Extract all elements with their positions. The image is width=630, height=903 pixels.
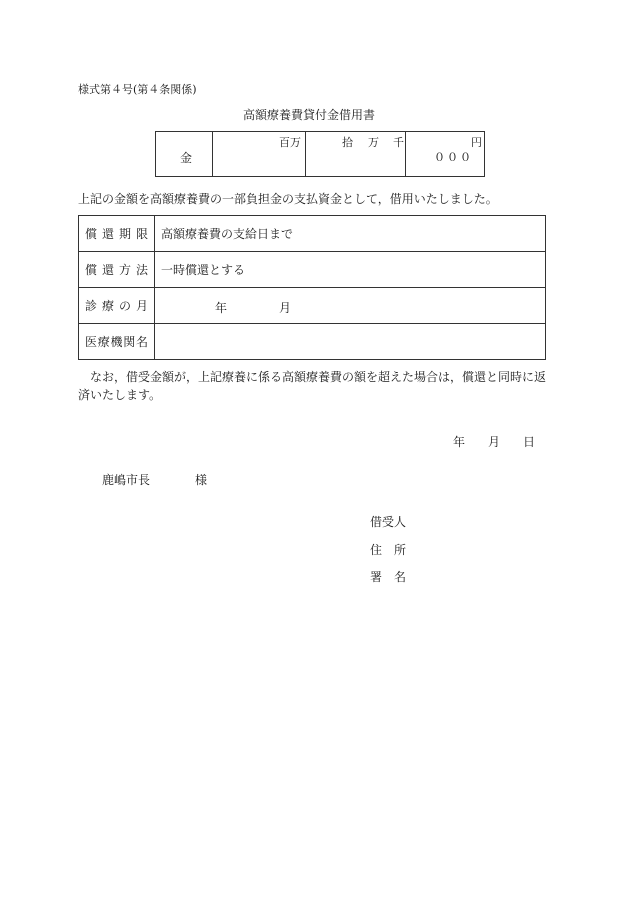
repayment-method-label: 償 還 方 法 <box>85 263 148 277</box>
row-label-cell <box>79 324 155 360</box>
borrower-address-label: 住 所 <box>370 543 407 557</box>
table-row <box>79 252 546 288</box>
date-day: 日 <box>523 435 536 449</box>
unit-yen: 円 <box>471 136 482 149</box>
row-label-cell <box>79 288 155 324</box>
note-line-2: 済いたします。 <box>78 388 162 402</box>
treatment-month-unit: 月 <box>279 301 292 315</box>
medical-institution-value[interactable] <box>155 324 546 360</box>
borrower-title: 借受人 <box>370 515 407 529</box>
borrower-signature-label: 署 名 <box>370 570 407 584</box>
amount-trailing-digits: ０００ <box>434 151 473 164</box>
note-line-1: なお，借受金額が，上記療養に係る高額療養費の額を超えた場合は，償還と同時に返 <box>90 370 547 384</box>
treatment-month-label: 診 療 の 月 <box>85 299 148 313</box>
form-number: 様式第４号(第４条関係) <box>78 83 197 96</box>
treatment-year-label: 年 <box>215 301 228 315</box>
amount-thousand-cell[interactable] <box>306 132 406 176</box>
amount-box <box>155 131 485 177</box>
table-row <box>79 216 546 252</box>
repayment-deadline-value[interactable]: 高額療養費の支給日まで <box>155 216 546 252</box>
date-month: 月 <box>488 435 501 449</box>
medical-institution-label: 医 療 機 関 名 <box>85 335 148 349</box>
honorific: 様 <box>195 473 208 487</box>
repayment-deadline-label: 償 還 期 限 <box>85 227 148 241</box>
row-label-cell <box>79 216 155 252</box>
unit-million: 百万 <box>279 136 301 149</box>
addressee: 鹿嶋市長 <box>102 473 151 487</box>
date-year: 年 <box>453 435 466 449</box>
unit-thousand: 千 <box>393 136 404 149</box>
unit-ten: 拾 <box>342 136 353 149</box>
statement: 上記の金額を高額療養費の一部負担金の支払資金として，借用いたしました。 <box>78 192 498 206</box>
table-row <box>79 324 546 360</box>
details-table <box>78 215 546 360</box>
amount-million-cell[interactable] <box>213 132 306 176</box>
repayment-method-value[interactable]: 一時償還とする <box>155 252 546 288</box>
treatment-month-value[interactable] <box>155 288 546 324</box>
amount-label-cell <box>156 132 213 176</box>
unit-ten-thousand: 万 <box>368 136 379 149</box>
page-title: 高額療養費貸付金借用書 <box>243 108 376 122</box>
amount-yen-cell[interactable] <box>406 132 486 176</box>
amount-label: 金 <box>180 151 193 165</box>
row-label-cell <box>79 252 155 288</box>
table-row <box>79 288 546 324</box>
